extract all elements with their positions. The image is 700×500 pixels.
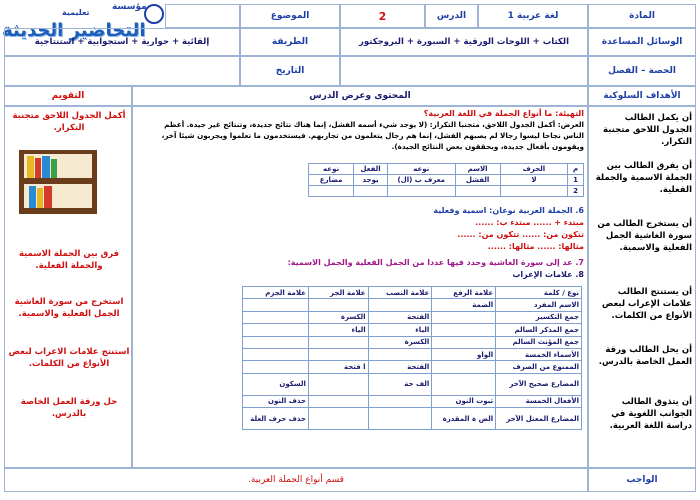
lesson-label: الدرس [425,4,478,28]
t2-r4-c2 [368,348,432,360]
t1-h0: م [568,164,584,175]
case-endings-table [242,286,582,430]
period-value [340,56,588,86]
t2-r1-c0: جمع التكسير [496,311,582,323]
evaluation-3: استخرج من سورة الغاشية الجمل الفعلية والاسمية. [14,297,124,319]
t1-r1-c0: 2 [568,186,584,197]
objective-2: أن يفرق الطالب بين الجملة الاسمية والجملة الفعلية. [595,161,692,195]
topic-label: الموضوع [240,4,340,28]
t2-r7-c2 [368,395,432,407]
t2-r8-c1: الض ة المقدرة [432,408,496,430]
evaluation-header: التقويم [4,86,132,106]
content-mubtada: مبتدء + ...... مبتدء ب: ...... [475,218,584,227]
content-takun: تتكون من: ...... تتكون من: ...... [457,230,584,239]
homework-label: الواجب [588,468,696,492]
word-types-table [308,163,584,197]
t2-r4-c3 [308,348,368,360]
t2-r8-c0: المضارع المعتل الآخر [496,408,582,430]
t2-r8-c2 [368,408,432,430]
t1-r0-c0: 1 [568,175,584,186]
subject-value: لغة عربية 1 [478,4,588,28]
t2-h3: علامة الجر [308,287,368,299]
t1-r1-c4 [354,186,388,197]
t1-r0-c2: الفشل [455,175,500,186]
evaluation-2: فرق بين الجملة الاسمية والجملة الفعلية. [18,249,120,271]
t2-r5-c0: الممنوع من الصرف [496,361,582,373]
topic-value [165,4,240,28]
scooter-icon [144,4,164,24]
objective-4: أن يستنتج الطالب علامات الإعراب لبعض الأنواع من الكلمات. [601,287,692,321]
evaluation-4: استنتج علامات الاعراب لبعض الأنواع من الكلمات. [8,347,130,369]
t2-r3-c3 [308,336,368,348]
content-q8: 8. علامات الإعراب [512,270,584,279]
objective-6: أن يتذوق الطالب الجوانب اللغوية في دراسة اللغة العربية. [609,397,692,431]
t2-h0: نوع / كلمة [496,287,582,299]
objective-5: أن يحل الطالب ورقة العمل الخاصة بالدرس. [598,345,692,367]
t1-r1-c2 [455,186,500,197]
objective-3: أن يستخرج الطالب من سورة الغاشية الجمل الفعلية والاسمية. [597,219,692,253]
t2-r2-c4 [243,324,309,336]
content-q6: 6. الجملة العربية نوعان: اسمية وفعلية [433,206,584,215]
t2-r6-c4: السكون [243,373,309,395]
logo-line2: التحاضير الحديثة [2,20,146,41]
t1-h3: نوعه [387,164,455,175]
t2-r5-c1 [432,361,496,373]
subject-label: المادة [588,4,696,28]
t2-r2-c3: الياء [308,324,368,336]
t1-h4: الفعل [354,164,388,175]
t2-r8-c3 [308,408,368,430]
t2-r6-c1 [432,373,496,395]
t1-r1-c5 [309,186,354,197]
objective-1: أن يكمل الطالب الجدول اللاحق متجنبة التكرار. [602,113,692,147]
evaluation-5: حل ورقة العمل الخاصة بالدرس. [20,397,118,419]
t2-r0-c4 [243,299,309,311]
content-intro: التهيئة: ما أنواع الجملة في اللغة العربية؟ [423,109,584,118]
t2-r8-c4: حذف حرف العلة [243,408,309,430]
content-para1: العرض: أكمل الجدول اللاحق، متجنبا التكرار: (لا يوجد شيء أسمه الفشل، إنما هناك نتائج جديدة، وتنتائج غير جيدة. أعظم [164,120,584,129]
t1-r1-c1 [500,186,568,197]
t2-r7-c1: ثبوت النون [432,395,496,407]
t2-r0-c0: الاسم المفرد [496,299,582,311]
t2-r7-c3 [308,395,368,407]
evaluation-1: أكمل الجدول اللاحق متجنبة التكرار. [12,111,126,133]
date-label: التاريخ [240,56,340,86]
t2-r5-c2: الفتحة [368,361,432,373]
content-para2: الناس نجاحا ليسوا رجالا لم يصبهم الفشل، إنما هم رجال يتعلمون من تجاربهم. فيستخدمون ما تعلموا ويجربون شيئا آخر، [161,131,584,140]
t2-r5-c3: ا فتحة [308,361,368,373]
t1-r1-c3 [387,186,455,197]
t2-r3-c4 [243,336,309,348]
t2-r0-c3 [308,299,368,311]
t2-r0-c1: الضمة [432,299,496,311]
homework-value: قسم أنواع الجملة العربية. [4,468,588,492]
t2-h1: علامة الرفع [432,287,496,299]
t1-r0-c3: معرف ب (ال) [387,175,455,186]
method-label: الطريقة [240,28,340,56]
t2-r2-c0: جمع المذكر السالم [496,324,582,336]
t2-r2-c1 [432,324,496,336]
t2-r6-c3 [308,373,368,395]
lesson-value: 2 [340,4,425,28]
logo-line1: مؤسسة [112,2,147,12]
content-mithal: مثالها: ...... مثالها: ...... [487,242,584,251]
t2-r3-c2: الكسرة [368,336,432,348]
t2-r6-c2: الف حة [368,373,432,395]
t1-h2: الاسم [455,164,500,175]
t2-r4-c0: الأسماء الخمسة [496,348,582,360]
objectives-header: الأهداف السلوكية [588,86,696,106]
t2-r5-c4 [243,361,309,373]
t2-r1-c2: الفتحة [368,311,432,323]
bookshelf-icon [15,148,101,216]
aids-value: الكتاب + اللوحات الورقية + السبورة + البروجكتور [340,28,588,56]
t2-r1-c3: الكسرة [308,311,368,323]
content-para3: ويقومون بأفعال جديدة، ويحققون بعض النتائج الجيدة). [391,142,584,151]
t1-r0-c4: يوجد [354,175,388,186]
t2-r1-c4 [243,311,309,323]
t2-r6-c0: المضارع صحيح الآخر [496,373,582,395]
content-q7: 7. عد إلى سورة الغاشية وحدد فيها عددا من الجمل الفعلية والجمل الاسمية: [287,258,584,267]
date-value [4,56,240,86]
t2-h4: علامة الجزم [243,287,309,299]
t2-r4-c4 [243,348,309,360]
t2-r3-c0: جمع المؤنث السالم [496,336,582,348]
aids-label: الوسائل المساعدة [588,28,696,56]
content-header: المحتوى وعرض الدرس [132,86,588,106]
logo-tag: تعليمية [62,8,90,17]
t2-r3-c1 [432,336,496,348]
t2-h2: علامة النصب [368,287,432,299]
t2-r4-c1: الواو [432,348,496,360]
period-label: الحصة – الفصل [588,56,696,86]
t2-r7-c0: الأفعال الخمسة [496,395,582,407]
t1-h1: الحرف [500,164,568,175]
t2-r2-c2: الياء [368,324,432,336]
t2-r7-c4: حذف النون [243,395,309,407]
method-value: إلقائية + حوارية + استجوابية + استنتاجية [4,28,240,56]
t2-r0-c2 [368,299,432,311]
t2-r1-c1 [432,311,496,323]
t1-r0-c1: لا [500,175,568,186]
t1-r0-c5: مضارع [309,175,354,186]
t1-h5: نوعه [309,164,354,175]
